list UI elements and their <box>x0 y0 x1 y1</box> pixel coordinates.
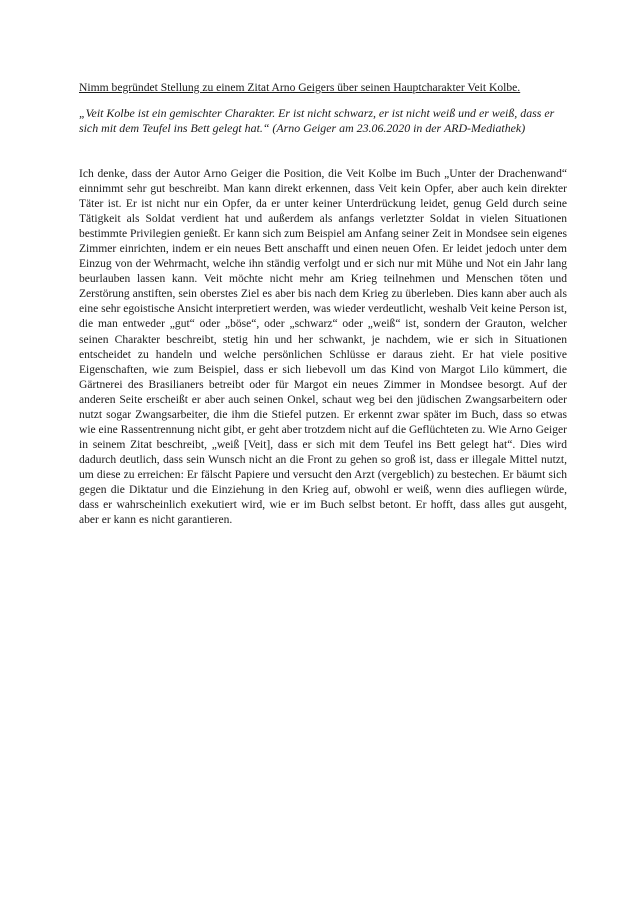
author-quote: „Veit Kolbe ist ein gemischter Charakter. Er ist nicht schwarz, er ist nicht weiß und er weiß, dass er sich mit dem Teufel ins Bett gelegt hat.“ (Arno Geiger am 23.06.2020 in der ARD-Mediathek) <box>79 106 555 136</box>
assignment-title: Nimm begründet Stellung zu einem Zitat Arno Geigers über seinen Hauptcharakter Veit Kolbe. <box>79 81 521 94</box>
essay-body: Ich denke, dass der Autor Arno Geiger die Position, die Veit Kolbe im Buch „Unter der Drachenwand“ einnimmt sehr gut beschreibt. Man kann direkt erkennen, dass Veit kein Opfer, aber auch kein direkter Täter ist. Er ist nicht nur ein Opfer, da er unter keiner Unterdrückung leidet, genug Geld durch seine Tätigkeit als Soldat verdient hat und außerdem als anfangs verletzter Soldat in vielen Situationen bestimmte Privilegien genießt. Er kann sich zum Beispiel am Anfang seiner Zeit in Mondsee sein eigenes Zimmer einrichten, indem er ein neues Bett anschafft und einen neuen Ofen. Er leidet jedoch unter dem Einzug von der Wehrmacht, welche ihn ständig verfolgt und er sich nur mit Mühe und Not ein Jahr lang beurlauben lassen kann. Veit möchte nicht mehr am Krieg teilnehmen und Menschen töten und Zerstörung anstiften, sein oberstes Ziel es aber bis nach dem Krieg zu überleben. Dies kann aber auch als eine sehr egoistische Ansicht interpretiert werden, was wieder verdeutlicht, weshalb Veit keine Person ist, die man entweder „gut“ oder „böse“, oder „schwarz“ oder „weiß“ ist, sondern der Grauton, welcher seinen Charakter beschreibt, stetig hin und her schwankt, je nachdem, wie er sich in Situationen entscheidet zu handeln und welche persönlichen Schlüsse er daraus zieht. Er hat viele positive Eigenschaften, wie zum Beispiel, dass er sich liebevoll um das Kind von Margot Lilo kümmert, die Gärtnerei des Brasilianers betreibt oder für Margot ein neues Zimmer in Mondsee besorgt. Auf der anderen Seite erscheißt er aber auch seinen Onkel, schaut weg bei den jüdischen Zwangsarbeitern oder nutzt sogar Zwangsarbeiter, die ihm die Stiefel putzen. Er erkennt zwar später im Buch, dass so etwas wie eine Rassentrennung nicht gibt, er geht aber trotzdem nicht auf die Geflüchteten zu. Wie Arno Geiger in seinem Zitat beschreibt, „weiß [Veit], dass er sich mit dem Teufel ins Bett gelegt hat“. Dies wird dadurch deutlich, dass sein Wunsch nicht an die Front zu gehen so groß ist, dass er illegale Mittel nutzt, um diese zu erreichen: Er fälscht Papiere und versucht den Arzt (vergeblich) zu bestechen. Er bäumt sich gegen die Diktatur und die Einziehung in den Krieg auf, obwohl er weiß, wenn dies aufliegen würde, dass er wahrscheinlich exekutiert wird, wie er im Buch selbst betont. Er hofft, dass alles gut ausgeht, aber er kann es nicht garantieren. <box>79 168 567 527</box>
